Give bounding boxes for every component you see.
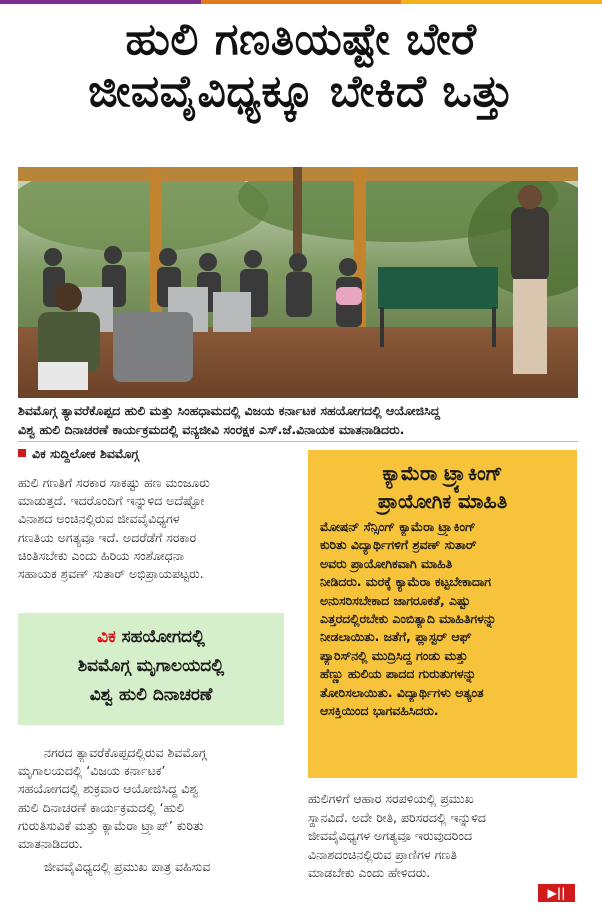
right-line: ಜೀವವೈವಿಧ್ಯಗಳ ಅಗತ್ಯವೂ ಇರುವುದರಿಂದ [308,828,473,844]
photo-caption [18,401,583,439]
intro-line: ಚಿಂತಿಸಬೇಕು ಎಂದು ಹಿರಿಯ ಸಂಶೋಧನಾ [18,547,185,563]
right-line: ವಿನಾಶದಂಚಿನಲ್ಲಿರುವ ಪ್ರಾಣಿಗಳ ಗಣತಿ [308,846,457,862]
bullet-square-icon [18,449,26,457]
sidebar-line: ಆಸಕ್ತಿಯಿಂದ ಭಾಗವಹಿಸಿದರು. [320,703,439,719]
sidebar-line: ನೀಡಿದರು. ಮರಕ್ಕೆ ಕ್ಯಾಮೆರಾ ಕಟ್ಟಬೇಕಾದಾಗ [320,574,491,590]
subheading-line-1-rest: ಸಹಯೋಗದಲ್ಲಿ [115,627,205,647]
body-line: ಸಹಯೋಗದಲ್ಲಿ ಶುಕ್ರವಾರ ಆಯೋಜಿಸಿದ್ದ ವಿಶ್ವ [18,781,199,797]
caption-line-2: ವಿಶ್ವ ಹುಲಿ ದಿನಾಚರಣೆ ಕಾರ್ಯಕ್ರಮದಲ್ಲಿ ವನ್ಯಜೀವಿ ಸಂರಕ್ಷಕ ಎಸ್‌.ಜೆ.ವಿನಾಯಕ ಮಾತನಾಡಿದರು. [18,422,405,437]
sidebar-box [308,450,577,778]
caption-line-1: ಶಿವಮೊಗ್ಗ ತ್ಯಾವರೆಕೊಪ್ಪದ ಹುಲಿ ಮತ್ತು ಸಿಂಹಧಾಮದಲ್ಲಿ ವಿಜಯ ಕರ್ನಾಟಕ ಸಹಯೋಗದಲ್ಲಿ ಆಯೋಜಿಸಿದ್ದ [18,403,441,418]
body-line: ಗುರುತಿಸುವಿಕೆ ಮತ್ತು ಕ್ಯಾಮೆರಾ ಟ್ರ್ಯಾಪ್‌’ ಕುರಿತು [18,817,204,833]
sidebar-line: ಕುರಿತು ವಿದ್ಯಾರ್ಥಿಗಳಿಗೆ ಶ್ರವಣ್‌ ಸುತಾರ್‌ [320,537,477,553]
intro-line: ವಿನಾಶದ ಅಂಚಿನಲ್ಲಿರುವ ಜೀವವೈವಿಧ್ಯಗಳ [18,511,180,527]
sidebar-line: ಅವರು ಪ್ರಾಯೋಗಿಕವಾಗಿ ಮಾಹಿತಿ [320,555,453,571]
topbar-yellow [401,0,602,4]
photo-icon [18,167,578,398]
sidebar-line: ನೀಡಲಾಯಿತು. ಜತೆಗೆ, ಪ್ಲಾಸ್ಟರ್‌ ಆಫ್‌ [320,629,472,645]
right-line: ಹುಲಿಗಳಿಗೆ ಆಹಾರ ಸರಪಳಿಯಲ್ಲಿ ಪ್ರಮುಖ [308,791,474,806]
headline-line-1: ಹುಲಿ ಗಣತಿಯಷ್ಟೇ ಬೇರೆ [125,14,477,65]
subheading-box [18,613,284,725]
sidebar-line: ತೋರಿಸಲಾಯಿತು. ವಿದ್ಯಾರ್ಥಿಗಳು ಅತ್ಯಂತ [320,684,484,700]
subheading-line-3: ವಿಶ್ವ ಹುಲಿ ದಿನಾಚರಣೆ [89,685,213,705]
body-paragraph [18,744,290,876]
continue-marker: ▶|| [538,884,575,902]
right-line: ಸ್ಥಾನವಿದೆ. ಅದೇ ರೀತಿ, ಪರಿಸರದಲ್ಲಿ ಇನ್ನುಳಿದ [308,809,486,825]
intro-line: ಮಾಡುತ್ತದೆ. ಇದರೊಂದಿಗೆ ಇನ್ನುಳಿದ ಅದೆಷ್ಟೋ [18,493,205,509]
event-photo [18,167,578,398]
sidebar-title-1: ಕ್ಯಾಮೆರಾ ಟ್ರ್ಯಾಕಿಂಗ್‌ [382,462,503,485]
sidebar-line: ಹೆಣ್ಣು ಹುಲಿಯ ಪಾದದ ಗುರುತುಗಳನ್ನು [320,666,477,682]
intro-line: ಹುಲಿ ಗಣತಿಗೆ ಸರಕಾರ ಸಾಕಷ್ಟು ಹಣ ಮಂಜೂರು [18,475,210,490]
sidebar-line: ಪ್ಯಾರಿಸ್‌ನಲ್ಲಿ ಮುದ್ರಿಸಿದ್ದ ಗಂಡು ಮತ್ತು [320,647,468,663]
intro-line: ಸಹಾಯಕ ಶ್ರವಣ್‌ ಸುತಾರ್‌ ಅಭಿಪ್ರಾಯಪಟ್ಟರು. [18,566,204,582]
body-line: ಮೃಗಾಲಯದಲ್ಲಿ ‘ವಿಜಯ ಕರ್ನಾಟಕ’ [18,763,166,779]
sidebar-line: ಮೋಷನ್‌ ಸೆನ್ಸಿಂಗ್‌ ಕ್ಯಾಮೆರಾ ಟ್ರ್ಯಾಕಿಂಗ್‌ [320,519,476,534]
subheading-line-2: ಶಿವಮೊಗ್ಗ ಮೃಗಾಲಯದಲ್ಲಿ [77,656,225,676]
intro-line: ಗಣತಿಯ ಅಗತ್ಯವೂ ಇದೆ. ಅದರೆಡೆಗೆ ಸರಕಾರ [18,529,197,545]
byline [18,446,139,462]
sidebar-title-2: ಪ್ರಾಯೋಗಿಕ ಮಾಹಿತಿ [377,490,508,513]
sidebar-line: ಅನುಸರಿಸಬೇಕಾದ ಜಾಗರೂಕತೆ, ಎಷ್ಟು [320,592,471,608]
right-line: ಮಾಡಬೇಕು ಎಂದು ಹೇಳಿದರು. [308,865,431,881]
top-color-bar [0,0,602,4]
headline-line-2: ಜೀವವೈವಿಧ್ಯಕ್ಕೂ ಬೇಕಿದೆ ಒತ್ತು [88,66,514,117]
body-line: ಜೀವವೈವಿಧ್ಯದಲ್ಲಿ ಪ್ರಮುಖ ಪಾತ್ರ ವಹಿಸುವ [44,859,211,875]
subheading-line-1 [24,623,278,652]
intro-paragraph [18,474,290,583]
byline-text: ವಿಕ ಸುದ್ದಿಲೋಕ ಶಿವಮೊಗ್ಗ [32,446,139,461]
headline [0,14,602,118]
body-line: ಹುಲಿ ದಿನಾಚರಣೆ ಕಾರ್ಯಕ್ರಮದಲ್ಲಿ ‘ಹುಲಿ [18,799,185,815]
sidebar-line: ಎತ್ತರದಲ್ಲಿರಬೇಕು ಎಂಬಿತ್ಯಾದಿ ಮಾಹಿತಿಗಳನ್ನು [320,611,497,627]
topbar-purple [0,0,201,4]
caption-divider [18,441,578,442]
body-line: ನಗರದ ತ್ಯಾವರೆಕೊಪ್ಪದಲ್ಲಿರುವ ಶಿವಮೊಗ್ಗ [44,745,207,760]
vika-prefix: ವಿಕ [97,627,116,647]
right-column [308,790,580,883]
sidebar-body [320,518,565,720]
topbar-orange [201,0,402,4]
body-line: ಮಾತನಾಡಿದರು. [18,836,83,852]
